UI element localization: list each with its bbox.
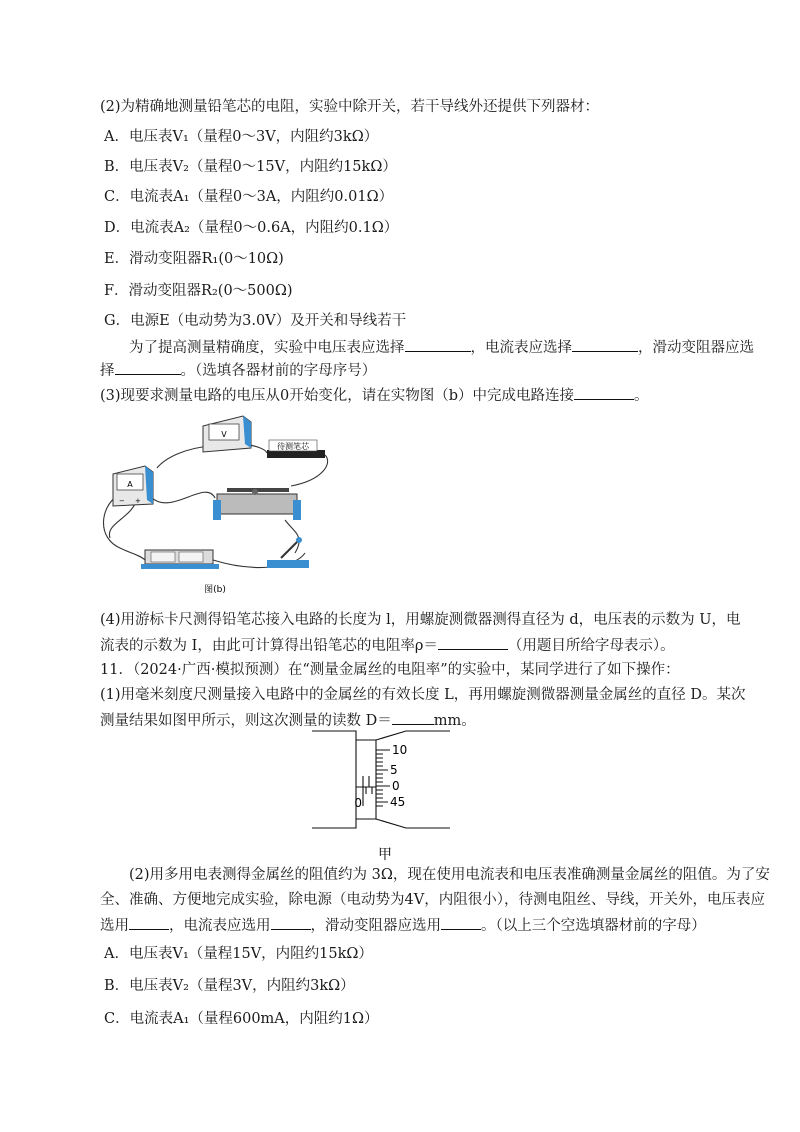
q11-part1-text-b: mm。 — [433, 713, 476, 729]
pencil-label: 待测笔芯 — [277, 442, 309, 451]
q11-option-b: B．电压表V₂（量程3V，内阻约3kΩ） — [104, 978, 355, 994]
voltmeter-device — [203, 416, 251, 452]
micrometer-outline — [312, 731, 450, 828]
q10-option-e: E．滑动变阻器R₁(0～10Ω) — [104, 251, 284, 267]
q10-select-text-c: ，滑动变阻器应选 — [638, 340, 754, 356]
q11-voltmeter-blank[interactable] — [129, 914, 169, 930]
q10-part3-text: (3)现要求测量电路的电压从0开始变化，请在实物图（b）中完成电路连接 — [100, 388, 575, 404]
q10-part4-line2 — [100, 634, 675, 656]
thimble-label-10: 10 — [392, 743, 408, 757]
q10-circuit-blank[interactable] — [574, 384, 634, 400]
ammeter-plus: + — [135, 497, 141, 505]
q11-diameter-blank[interactable] — [392, 709, 434, 725]
q11-part2-line2: 全、准确、方便地完成实验，除电源（电动势为4V，内阻很小），待测电阻丝、导线，开关外，电压表应 — [100, 892, 765, 908]
q11-ammeter-blank[interactable] — [271, 914, 311, 930]
q10-select-line — [129, 336, 754, 358]
q10-part4-text-b: （用题目所给字母表示）。 — [507, 638, 675, 654]
q10-select-text-b: ，电流表应选择 — [470, 340, 572, 356]
thimble-label-45: 45 — [390, 795, 406, 809]
thimble-label-5: 5 — [390, 763, 398, 777]
q11-part2-text-c: ，滑动变阻器应选用 — [310, 918, 441, 934]
q10-select-text-a: 为了提高测量精确度，实验中电压表应选择 — [129, 340, 405, 356]
ammeter-device — [113, 466, 153, 506]
q10-part2-intro: (2)为精确地测量铅笔芯的电阻，实验中除开关，若干导线外还提供下列器材： — [100, 99, 600, 115]
q11-part2-line1: (2)用多用电表测得金属丝的阻值约为 3Ω，现在使用电流表和电压表准确测量金属丝的阻值。为了安 — [129, 867, 770, 883]
q11-rheostat-blank[interactable] — [441, 914, 481, 930]
figure-b-caption: 图(b) — [204, 585, 226, 595]
ammeter-minus: − — [119, 497, 125, 505]
q10-part3-line — [100, 384, 649, 406]
q10-part3-end: 。 — [634, 388, 649, 404]
sleeve-zero-label: 0 — [354, 796, 362, 810]
circuit-figure-b — [95, 408, 335, 598]
q10-part4-line1: (4)用游标卡尺测得铅笔芯接入电路的长度为 l，用螺旋测微器测得直径为 d，电压表的示数为 U，电 — [100, 612, 741, 628]
q10-select-line-2 — [100, 359, 376, 381]
q10-option-a: A．电压表V₁（量程0～3V，内阻约3kΩ） — [104, 129, 379, 145]
micrometer-figure-jia — [310, 728, 460, 863]
switch-device — [267, 537, 309, 568]
q11-option-a: A．电压表V₁（量程15V，内阻约15kΩ） — [104, 946, 373, 962]
pencil-lead — [267, 440, 325, 458]
q10-option-g: G．电源E（电动势为3.0V）及开关和导线若干 — [104, 313, 407, 329]
q10-ammeter-blank[interactable] — [572, 336, 638, 352]
q11-option-c: C．电流表A₁（量程600mA，内阻约1Ω） — [104, 1011, 379, 1027]
figure-jia-caption: 甲 — [378, 847, 392, 863]
q11-part2-line3 — [100, 914, 706, 936]
q10-option-c: C．电流表A₁（量程0～3A，内阻约0.01Ω） — [104, 189, 394, 205]
voltmeter-letter: V — [221, 430, 227, 439]
q11-part1-line1: (1)用毫米刻度尺测量接入电路中的金属丝的有效长度 L，再用螺旋测微器测量金属丝的直径 D。某次 — [100, 687, 746, 703]
battery-box — [141, 550, 219, 569]
q11-part2-text-d: 。（以上三个空选填器材前的字母） — [481, 918, 706, 934]
rheostat-device — [213, 488, 301, 520]
q10-option-d: D．电流表A₂（量程0～0.6A，内阻约0.1Ω） — [104, 220, 399, 236]
thimble-label-0: 0 — [392, 779, 400, 793]
q10-select-text-d: 择 — [100, 363, 115, 379]
q10-rheostat-blank[interactable] — [115, 359, 181, 375]
q11-part1-text-a: 测量结果如图甲所示，则这次测量的读数 D＝ — [100, 713, 392, 729]
q10-resistivity-blank[interactable] — [438, 634, 508, 650]
q10-select-text-e: 。（选填各器材前的字母序号） — [180, 363, 377, 379]
q10-option-f: F．滑动变阻器R₂(0～500Ω) — [104, 283, 293, 299]
q11-part2-text-a: 选用 — [100, 918, 129, 934]
ammeter-letter: A — [127, 480, 133, 489]
q11-header: 11．（2024·广西·模拟预测）在“测量金属丝的电阻率”的实验中，某同学进行了如下操作： — [100, 662, 680, 678]
thimble-ticks — [376, 750, 390, 806]
q11-part2-text-b: ，电流表应选用 — [169, 918, 271, 934]
q10-option-b: B．电压表V₂（量程0～15V，内阻约15kΩ） — [104, 159, 397, 175]
q10-part4-text-a: 流表的示数为 I，由此可计算得出铅笔芯的电阻率ρ＝ — [100, 638, 438, 654]
q10-voltmeter-blank[interactable] — [405, 336, 471, 352]
